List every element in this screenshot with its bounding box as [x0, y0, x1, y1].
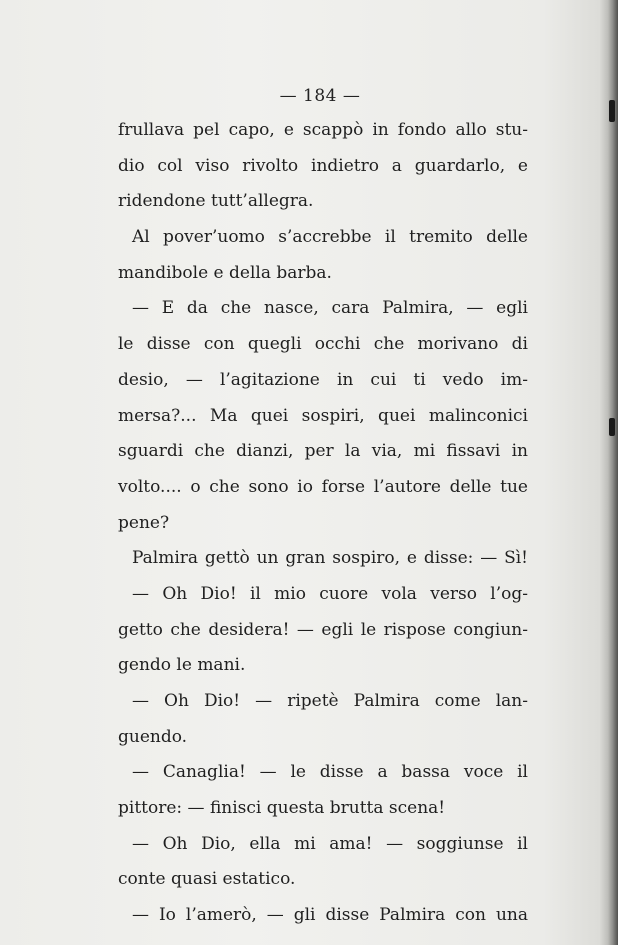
- text-line: dio col viso rivolto indietro a guardarlo, e: [118, 155, 528, 176]
- text-line: volto.... o che sono io forse l’autore delle tue: [118, 476, 528, 497]
- text-line: getto che desidera! — egli le rispose congiun-: [118, 619, 528, 640]
- text-line: conte quasi estatico.: [118, 869, 296, 890]
- text-line: pittore: — finisci questa brutta scena!: [118, 798, 446, 819]
- text-line: mersa?... Ma quei sospiri, quei malinconici: [118, 405, 528, 426]
- page-number: — 184 —: [279, 86, 361, 106]
- text-line: frullava pel capo, e scappò in fondo allo stu-: [118, 120, 528, 140]
- text-line: ridendone tutt’allegra.: [118, 191, 314, 212]
- text-line: guendo.: [118, 726, 188, 747]
- page-binding-shadow: [608, 0, 618, 945]
- text-line: — Io l’amerò, — gli disse Palmira con una: [132, 905, 528, 926]
- text-line: pene?: [118, 512, 170, 533]
- text-line: — Oh Dio! il mio cuore vola verso l’og-: [132, 583, 528, 604]
- text-line: desio, — l’agitazione in cui ti vedo im-: [118, 369, 528, 390]
- text-line: mandibole e della barba.: [118, 262, 332, 283]
- text-line: sguardi che dianzi, per la via, mi fissavi in: [118, 441, 528, 462]
- text-line: Palmira gettò un gran sospiro, e disse: — Sì!: [132, 548, 528, 569]
- text-line: gendo le mani.: [118, 655, 246, 676]
- text-line: le disse con quegli occhi che morivano di: [118, 334, 528, 355]
- text-line: — Oh Dio, ella mi ama! — soggiunse il: [132, 833, 528, 854]
- edge-ink-mark: [609, 418, 615, 436]
- text-line: Al pover’uomo s’accrebbe il tremito delle: [132, 227, 528, 248]
- body-text: [118, 113, 528, 934]
- text-line: — Oh Dio! — ripetè Palmira come lan-: [132, 691, 528, 711]
- text-line: — E da che nasce, cara Palmira, — egli: [132, 298, 528, 319]
- text-line: — Canaglia! — le disse a bassa voce il: [132, 762, 528, 783]
